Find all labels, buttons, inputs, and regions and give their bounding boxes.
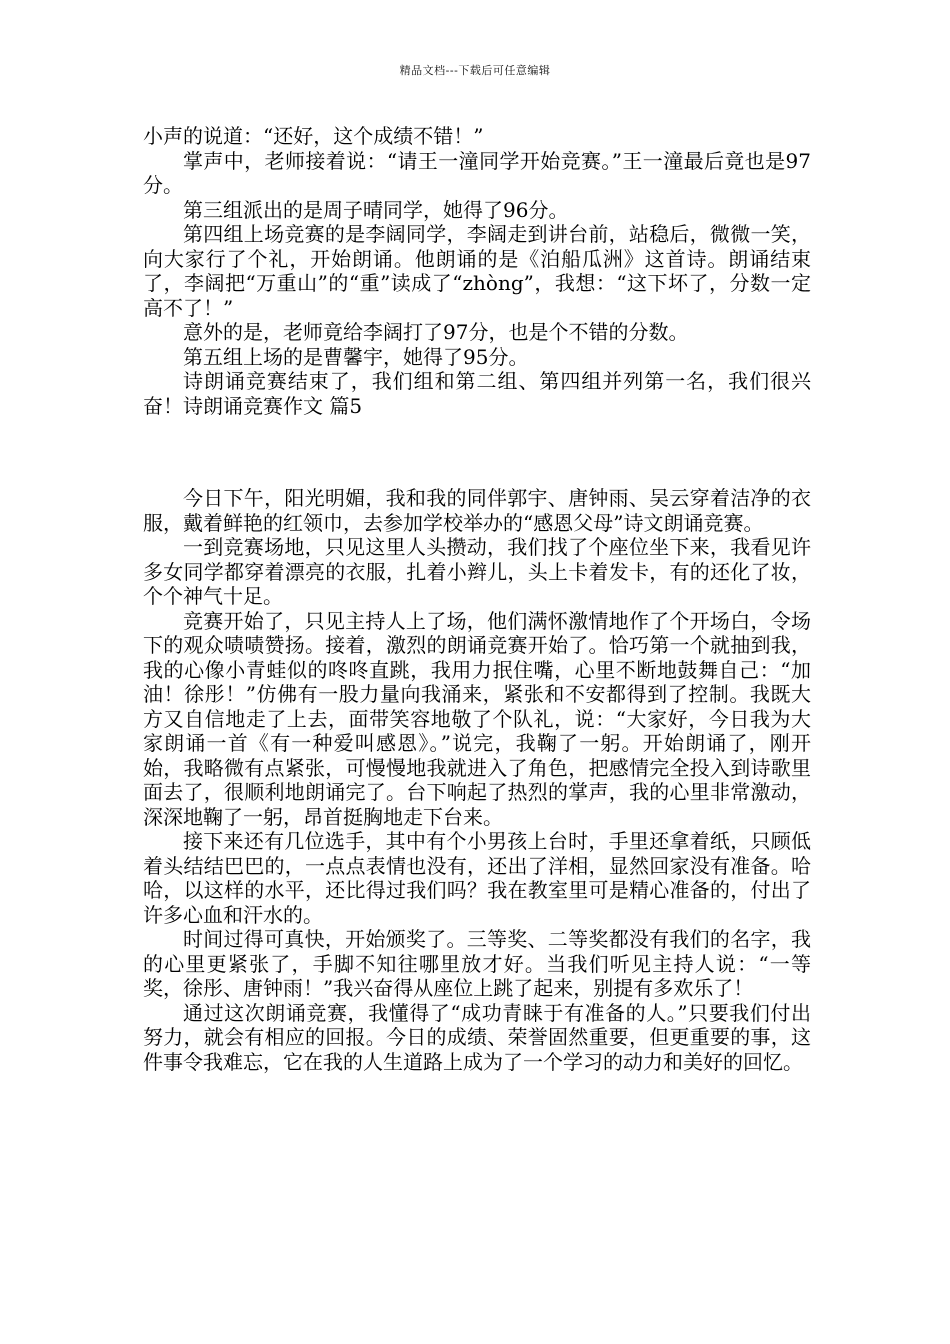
- paragraph: 第五组上场的是曹馨宇，她得了95分。: [183, 344, 529, 369]
- paragraph: 小声的说道：“还好，这个成绩不错！”: [143, 124, 484, 148]
- paragraph: 一到竞赛场地，只见这里人头攒动，我们找了个座位坐下来，我看见许多女同学都穿着漂亮的衣服，扎着小辫儿，头上卡着发卡，有的还化了妆，个个神气十足。: [143, 535, 811, 608]
- paragraph: 时间过得可真快，开始颁奖了。三等奖、二等奖都没有我们的名字，我的心里更紧张了，手脚不知往哪里放才好。当我们听见主持人说：“一等奖，徐彤、唐钟雨！”我兴奋得从座位上跳了起来，别提有多欢乐了！: [143, 927, 811, 1000]
- page-header: 精品文档---下载后可任意编辑: [399, 64, 551, 77]
- paragraph: 通过这次朗诵竞赛，我懂得了“成功青睐于有准备的人。”只要我们付出努力，就会有相应的回报。今日的成绩、荣誉固然重要，但更重要的事，这件事令我难忘，它在我的人生道路上成为了一个学习的动力和美好的回忆。: [143, 1000, 811, 1074]
- paragraph: 今日下午，阳光明媚，我和我的同伴郭宇、唐钟雨、吴云穿着洁净的衣服，戴着鲜艳的红领巾，去参加学校举办的“感恩父母”诗文朗诵竞赛。: [143, 486, 811, 535]
- document-body: [143, 124, 811, 1074]
- paragraph: 诗朗诵竞赛结束了，我们组和第二组、第四组并列第一名，我们很兴奋！诗朗诵竞赛作文 篇5: [143, 369, 811, 418]
- paragraph: 第四组上场竞赛的是李阔同学，李阔走到讲台前，站稳后，微微一笑，向大家行了个礼，开始朗诵。他朗诵的是《泊船瓜洲》这首诗。朗诵结束了，李阔把“万重山”的“重”读成了“zhòng”，我想：“这下坏了，分数一定高不了！”: [143, 222, 811, 320]
- paragraph: 第三组派出的是周子晴同学，她得了96分。: [183, 197, 569, 222]
- section-gap: [143, 418, 811, 486]
- paragraph: 接下来还有几位选手，其中有个小男孩上台时，手里还拿着纸，只顾低着头结结巴巴的，一点点表情也没有，还出了洋相，显然回家没有准备。哈哈，以这样的水平，还比得过我们吗？我在教室里可是精心准备的，付出了许多心血和汗水的。: [143, 829, 811, 927]
- paragraph: 掌声中，老师接着说：“请王一潼同学开始竞赛。”王一潼最后竟也是97分。: [143, 148, 811, 197]
- paragraph: 竞赛开始了，只见主持人上了场，他们满怀激情地作了个开场白，令场下的观众啧啧赞扬。接着，激烈的朗诵竞赛开始了。恰巧第一个就抽到我，我的心像小青蛙似的咚咚直跳，我用力抿住嘴，心里不断地鼓舞自己：“加油！徐彤！”仿佛有一股力量向我涌来，紧张和不安都得到了控制。我既大方又自信地走了上去，面带笑容地敬了个队礼，说：“大家好，今日我为大家朗诵一首《有一种爱叫感恩》。”说完，我鞠了一躬。开始朗诵了，刚开始，我略微有点紧张，可慢慢地我就进入了角色，把感情完全投入到诗歌里面去了，很顺利地朗诵完了。台下响起了热烈的掌声，我的心里非常激动，深深地鞠了一躬，昂首挺胸地走下台来。: [143, 608, 811, 829]
- paragraph: 意外的是，老师竟给李阔打了97分，也是个不错的分数。: [183, 320, 689, 344]
